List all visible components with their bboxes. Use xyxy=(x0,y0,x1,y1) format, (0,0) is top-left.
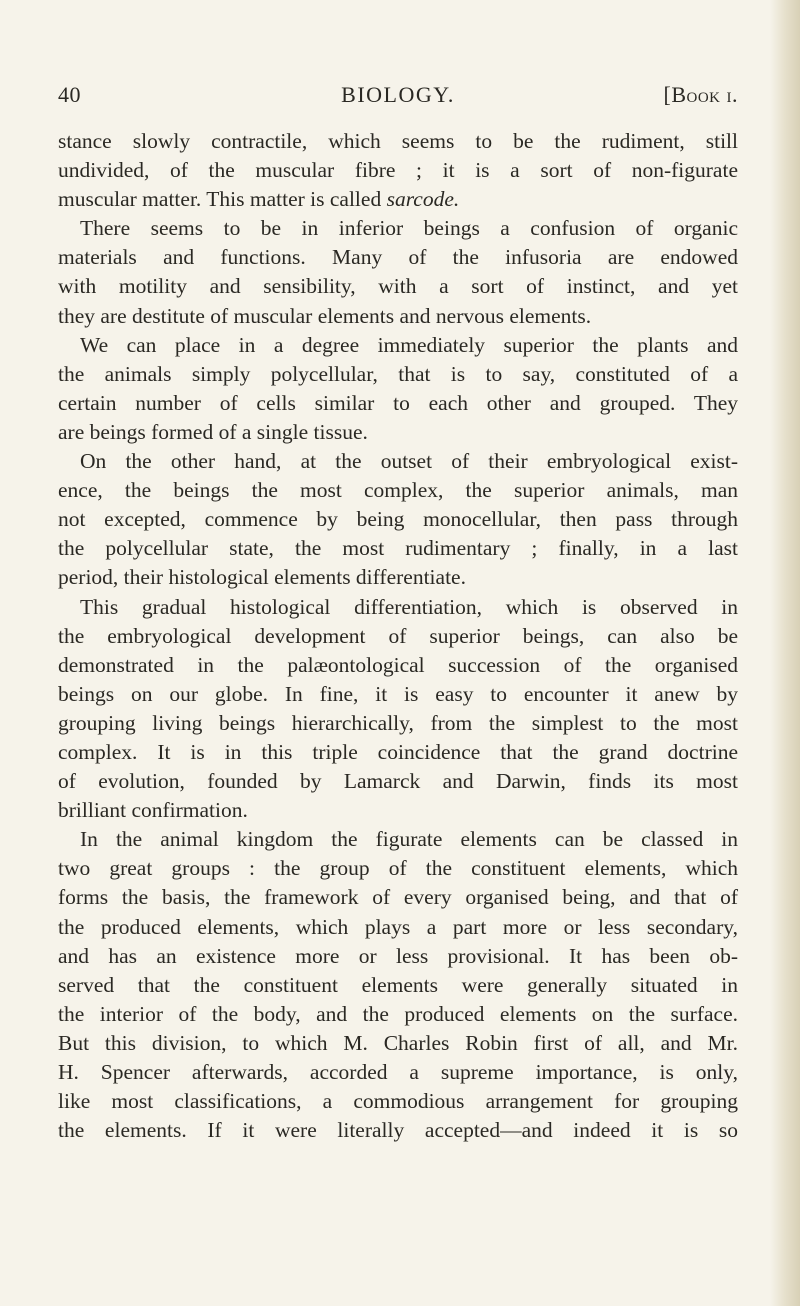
body-text xyxy=(58,127,738,1145)
text-line: with motility and sensibility, with a sort of instinct, and yet xyxy=(58,274,738,299)
text-line: the animals simply polycellular, that is to say, constituted of a xyxy=(58,361,738,386)
text-line: In the animal kingdom the figurate elements can be classed in xyxy=(80,827,738,852)
text-line: H. Spencer afterwards, accorded a supreme importance, is only, xyxy=(58,1060,738,1084)
text-line: the produced elements, which plays a part more or less secondary, xyxy=(58,914,738,939)
running-head xyxy=(58,82,738,112)
text-line: the elements. If it were literally accepted—and indeed it is so xyxy=(58,1118,738,1143)
text-line: ence, the beings the most complex, the superior animals, man xyxy=(58,478,738,503)
book-reference: [Book i. xyxy=(663,82,738,107)
text-line: two great groups : the group of the constituent elements, which xyxy=(58,856,738,881)
text-line: period, their histological elements differentiate. xyxy=(58,565,466,590)
text-line: certain number of cells similar to each other and grouped. They xyxy=(58,390,738,415)
text-line: grouping living beings hierarchically, from the simplest to the most xyxy=(58,710,738,735)
text-line: complex. It is in this triple coincidence that the grand doctrine xyxy=(58,739,738,764)
text-line: On the other hand, at the outset of their embryological exist- xyxy=(80,449,738,474)
text-line: This gradual histological differentiation, which is observed in xyxy=(80,594,738,619)
page-number: 40 xyxy=(58,82,81,107)
text-line: the polycellular state, the most rudimentary ; finally, in a last xyxy=(58,536,738,561)
text-line: stance slowly contractile, which seems to be the rudiment, still xyxy=(58,129,738,153)
running-title: BIOLOGY. xyxy=(341,82,455,107)
text-line: muscular matter. This matter is called sarcode. xyxy=(58,187,460,212)
text-line: are beings formed of a single tissue. xyxy=(58,419,368,444)
text-line: and has an existence more or less provisional. It has been ob- xyxy=(58,943,738,968)
text-line: brilliant confirmation. xyxy=(58,798,248,823)
text-line: We can place in a degree immediately superior the plants and xyxy=(80,332,738,357)
italic-term: sarcode. xyxy=(386,187,460,212)
text-line: undivided, of the muscular fibre ; it is a sort of non-figurate xyxy=(58,158,738,183)
text-line: the embryological development of superior beings, can also be xyxy=(58,623,738,648)
text-line: they are destitute of muscular elements and nervous elements. xyxy=(58,303,592,328)
text-line: like most classifications, a commodious arrangement for grouping xyxy=(58,1089,738,1114)
text-line: the interior of the body, and the produced elements on the surface. xyxy=(58,1001,738,1026)
text-line: But this division, to which M. Charles Robin first of all, and Mr. xyxy=(58,1030,738,1055)
text-line: materials and functions. Many of the infusoria are endowed xyxy=(58,245,738,270)
text-line: of evolution, founded by Lamarck and Darwin, finds its most xyxy=(58,769,738,794)
text-line: not excepted, commence by being monocellular, then pass through xyxy=(58,507,738,532)
page-edge-shadow xyxy=(770,0,800,1306)
text-line: demonstrated in the palæontological succession of the organised xyxy=(58,652,738,677)
text-line: forms the basis, the framework of every organised being, and that of xyxy=(58,885,738,910)
text-line: beings on our globe. In fine, it is easy to encounter it anew by xyxy=(58,681,738,706)
text-line: There seems to be in inferior beings a confusion of organic xyxy=(80,216,738,241)
text-line: served that the constituent elements were generally situated in xyxy=(58,972,738,997)
